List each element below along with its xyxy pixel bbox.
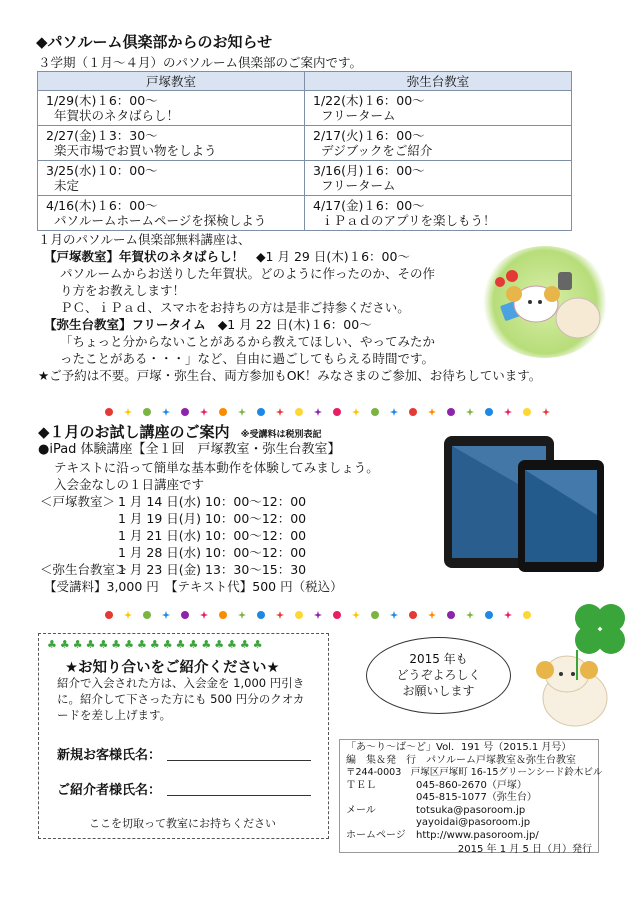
totsuka-date: 1 月 14 日(水) 10：00～12：00 — [118, 494, 307, 509]
totsuka-time: ◆1 月 29 日(木)１6：00～ — [255, 249, 410, 264]
trial-fee: 【受講料】3,000 円 【テキスト代】500 円（税込） — [44, 579, 343, 594]
yayoi-heading-line — [44, 317, 372, 332]
new-customer-label: 新規お客様氏名： — [57, 748, 162, 763]
table-cell: 4/17(金)１6：00～ ｉＰａｄのアプリを楽しもう！ — [305, 196, 572, 231]
trial-desc: テキストに沿って簡単な基本動作を体験してみましょう。 — [54, 460, 379, 475]
club-note: ★ご予約は不要。戸塚・弥生台、両方参加もOK！みなさまのご参加、お待ちしています。 — [38, 368, 542, 383]
tax-note: ※受講料は税別表記 — [240, 430, 322, 440]
greeting-line: 2015 年も — [409, 652, 468, 666]
mail-link[interactable]: yayoidai@pasoroom.jp — [416, 817, 531, 828]
trial-title-line — [38, 421, 322, 442]
mail-link[interactable]: totsuka@pasoroom.jp — [416, 804, 526, 816]
referrer-name-line[interactable] — [167, 794, 311, 796]
yayoi-label: ＜弥生台教室＞ — [40, 562, 128, 577]
tel-value: 045-815-1077（弥生台） — [416, 792, 537, 803]
yayoi-time: ◆1 月 22 日(木)１6：00～ — [217, 317, 372, 332]
referrer-label: ご紹介者様氏名： — [57, 783, 162, 798]
yayoi-desc: ったことがある・・・」など、自由に過ごしてもらえる時間です。 — [60, 351, 435, 366]
totsuka-date: 1 月 19 日(月) 10：00～12：00 — [118, 511, 307, 526]
referral-coupon — [38, 633, 329, 839]
table-row — [38, 91, 572, 126]
greeting-line: どうぞよろしく — [396, 668, 481, 682]
new-customer-name-line[interactable] — [167, 759, 311, 761]
totsuka-desc: ＰＣ、ｉＰａｄ、スマホをお持ちの方は是非ご持参ください。 — [60, 300, 410, 315]
yayoi-heading: 【弥生台教室】フリータイム — [44, 317, 206, 332]
column-header-yayoidai: 弥生台教室 — [305, 72, 572, 91]
schedule-intro: ３学期（１月～４月）のパソルーム倶楽部のご案内です。 — [38, 55, 363, 70]
totsuka-desc: パソルームからお送りした年賀状。どのように作ったのか、その作 — [60, 266, 436, 281]
table-cell: 2/27(金)１3：30～ 楽天市場でお買い物をしよう — [38, 126, 305, 161]
decorative-dot-row — [105, 604, 542, 612]
table-row — [38, 161, 572, 196]
issue-date: 2015 年 1 月 5 日（月）発行 — [457, 844, 592, 855]
totsuka-label: ＜戸塚教室＞ — [40, 494, 116, 509]
table-cell: 3/16(月)１6：00～ フリーターム — [305, 161, 572, 196]
club-intro: １月のパソルーム倶楽部無料講座は、 — [38, 232, 251, 247]
tel-label: ＴＥＬ — [346, 779, 376, 791]
totsuka-date: 1 月 21 日(水) 10：00～12：00 — [118, 528, 307, 543]
coupon-desc: に。紹介して下さった方にも 500 円分のクオカ — [57, 692, 305, 706]
schedule-table — [37, 71, 572, 231]
page-title: ◆パソルーム倶楽部からのお知らせ — [36, 33, 273, 51]
ipad-illustration — [440, 430, 608, 580]
table-row — [38, 196, 572, 231]
table-cell: 3/25(水)１0：00～ 未定 — [38, 161, 305, 196]
sheep-mascot — [525, 640, 615, 730]
mail-label: メール — [346, 804, 376, 816]
postal-line: 〒244-0003 戸塚区戸塚町 16-15グリーンシード鈴木ビル — [346, 767, 603, 778]
table-cell: 1/29(木)１6：00～ 年賀状のネタばらし！ — [38, 91, 305, 126]
publisher-line: 編 集＆発 行 パソルーム戸塚教室＆弥生台教室 — [346, 754, 576, 766]
web-link[interactable]: http://www.pasoroom.jp/ — [416, 829, 539, 841]
coupon-desc: 紹介で入会された方は、入会金を 1,000 円引き — [57, 676, 305, 690]
trial-course: ●iPad 体験講座【全１回 戸塚教室・弥生台教室】 — [38, 442, 341, 457]
issue-line: 「あ～り～ば～ど」Vol．191 号（2015.1 月号） — [346, 742, 572, 753]
clover-border-top: ♣♣♣♣♣♣♣♣♣♣♣♣♣♣♣♣♣ — [47, 638, 266, 651]
totsuka-heading: 【戸塚教室】年賀状のネタばらし！ — [44, 249, 245, 264]
coupon-title: ★お知り合いをご紹介ください★ — [65, 660, 280, 676]
yayoi-date: 1 月 23 日(金) 13：30～15：30 — [118, 562, 307, 577]
trial-title: ◆１月のお試し講座のご案内 — [38, 423, 230, 441]
coupon-footer: ここを切取って教室にお持ちください — [89, 817, 276, 830]
greeting-line: お願いします — [402, 684, 475, 698]
web-label: ホームページ — [346, 829, 406, 841]
yayoi-desc: 「ちょっと分からないことがあるから教えてほしい、やってみたか — [60, 334, 436, 349]
publication-info — [339, 739, 603, 855]
sheep-illustration — [480, 246, 610, 358]
trial-desc: 入会金なしの１日講座です — [54, 477, 205, 492]
decorative-dot-row — [105, 401, 561, 409]
tel-value: 045-860-2670（戸塚） — [416, 779, 527, 791]
totsuka-date: 1 月 28 日(水) 10：00～12：00 — [118, 545, 307, 560]
table-cell: 1/22(木)１6：00～ フリーターム — [305, 91, 572, 126]
column-header-totsuka: 戸塚教室 — [38, 72, 305, 91]
table-cell: 4/16(木)１6：00～ パソルームホームページを探検しよう — [38, 196, 305, 231]
table-cell: 2/17(火)１6：00～ デジブックをご紹介 — [305, 126, 572, 161]
totsuka-desc: り方をお教えします！ — [60, 283, 186, 298]
coupon-desc: ードを差し上げます。 — [57, 708, 172, 722]
table-row — [38, 126, 572, 161]
greeting-bubble — [366, 637, 511, 714]
totsuka-heading-line — [44, 249, 410, 264]
